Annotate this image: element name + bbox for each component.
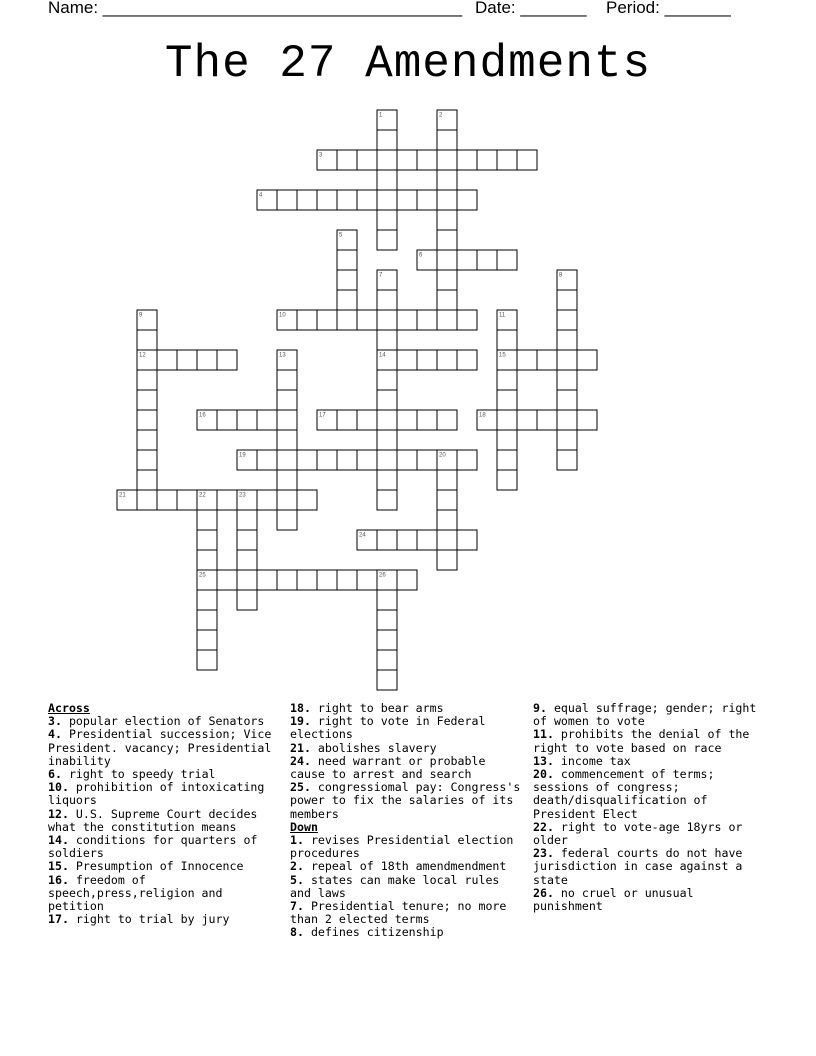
grid-cell[interactable] — [297, 450, 317, 470]
clue-label-number: 3. — [48, 714, 62, 729]
clue-text: commencement of terms; sessions of congress; death/disqualification of President Elect — [533, 767, 715, 821]
clue-label-number: 11. — [533, 727, 554, 742]
grid-cell[interactable] — [337, 150, 357, 170]
grid-cell[interactable] — [537, 410, 557, 430]
clue-item — [290, 715, 524, 741]
grid-cell[interactable] — [377, 370, 397, 390]
grid-cell[interactable] — [257, 490, 277, 510]
grid-cell[interactable] — [417, 150, 437, 170]
clue-text: no cruel or unusual punishment — [533, 885, 694, 914]
clue-item — [290, 755, 524, 781]
clue-number: 1 — [379, 112, 383, 119]
grid-cell[interactable] — [437, 150, 457, 170]
grid-cell[interactable] — [417, 530, 437, 550]
grid-cell[interactable] — [217, 570, 237, 590]
clue-text: federal courts do not have jurisdiction in case against a state — [533, 846, 743, 887]
clue-label-number: 4. — [48, 727, 62, 742]
grid-cell[interactable] — [437, 550, 457, 570]
clue-text: prohibition of intoxicating liquors — [48, 780, 265, 808]
clue-label-number: 5. — [290, 872, 304, 887]
grid-cell[interactable] — [377, 650, 397, 670]
grid-cell[interactable] — [397, 530, 417, 550]
grid-cell[interactable] — [397, 410, 417, 430]
grid-cell[interactable] — [237, 590, 257, 610]
clue-label-number: 26. — [533, 885, 554, 900]
grid-cell[interactable] — [397, 190, 417, 210]
clue-label-number: 10. — [48, 780, 69, 795]
grid-cell[interactable] — [437, 170, 457, 190]
grid-cell[interactable] — [197, 510, 217, 530]
grid-cell[interactable] — [557, 430, 577, 450]
grid-cell[interactable] — [237, 410, 257, 430]
grid-cell[interactable] — [217, 490, 237, 510]
grid-cell[interactable] — [277, 190, 297, 210]
clue-number: 22 — [199, 492, 206, 499]
grid-cell[interactable] — [577, 350, 597, 370]
clue-text: conditions for quarters of soldiers — [48, 833, 258, 861]
grid-cell[interactable] — [377, 590, 397, 610]
grid-cell[interactable] — [377, 610, 397, 630]
clue-text: prohibits the denial of the right to vote based on race — [533, 727, 750, 755]
clue-label-number: 22. — [533, 819, 554, 834]
clue-text: Presidential succession; Vice President. vacancy; Presidential inability — [48, 727, 272, 768]
clue-label-number: 24. — [290, 753, 311, 768]
name-field-label: Name: ______________________________________ — [48, 0, 463, 17]
grid-cell[interactable] — [357, 310, 377, 330]
grid-cell[interactable] — [357, 150, 377, 170]
grid-cell[interactable] — [397, 450, 417, 470]
grid-cell[interactable] — [397, 310, 417, 330]
grid-cell[interactable] — [497, 430, 517, 450]
grid-cell[interactable] — [557, 390, 577, 410]
grid-cell[interactable] — [377, 210, 397, 230]
grid-cell[interactable] — [437, 250, 457, 270]
grid-cell[interactable] — [197, 610, 217, 630]
grid-cell[interactable] — [477, 250, 497, 270]
clue-label-number: 13. — [533, 753, 554, 768]
grid-cell[interactable] — [317, 450, 337, 470]
grid-cell[interactable] — [497, 470, 517, 490]
clue-text: Presidential tenure; no more than 2 elected terms — [290, 899, 507, 927]
clue-label-number: 25. — [290, 780, 311, 795]
grid-cell[interactable] — [337, 250, 357, 270]
clue-label-number: 21. — [290, 740, 311, 755]
clue-text: congressiomal pay: Congress's power to fix the salaries of its members — [290, 780, 521, 821]
grid-cell[interactable] — [397, 150, 417, 170]
grid-cell[interactable] — [217, 410, 237, 430]
clues-column-1 — [48, 702, 280, 926]
grid-cell[interactable] — [437, 270, 457, 290]
clue-text: U.S. Supreme Court decides what the constitution means — [48, 806, 258, 834]
grid-cell[interactable] — [197, 590, 217, 610]
grid-cell[interactable] — [377, 230, 397, 250]
grid-cell[interactable] — [137, 330, 157, 350]
grid-cell[interactable] — [497, 390, 517, 410]
grid-cell[interactable] — [577, 410, 597, 430]
grid-cell[interactable] — [317, 570, 337, 590]
grid-cell[interactable] — [497, 410, 517, 430]
grid-cell[interactable] — [457, 250, 477, 270]
grid-cell[interactable] — [337, 570, 357, 590]
grid-cell[interactable] — [137, 470, 157, 490]
grid-cell[interactable] — [397, 350, 417, 370]
clue-label-number: 17. — [48, 912, 69, 927]
clue-label-number: 9. — [533, 701, 547, 715]
grid-cell[interactable] — [437, 350, 457, 370]
clue-number: 7 — [379, 272, 383, 279]
grid-cell[interactable] — [237, 550, 257, 570]
clue-label-number: 2. — [290, 859, 304, 874]
clue-label-number: 16. — [48, 872, 69, 887]
grid-cell[interactable] — [437, 190, 457, 210]
grid-cell[interactable] — [337, 450, 357, 470]
clue-number: 18 — [479, 412, 486, 419]
grid-cell[interactable] — [477, 150, 497, 170]
clue-item — [290, 926, 524, 939]
clue-number: 9 — [139, 312, 143, 319]
grid-cell[interactable] — [357, 450, 377, 470]
grid-cell[interactable] — [237, 570, 257, 590]
grid-cell[interactable] — [257, 410, 277, 430]
grid-cell[interactable] — [437, 130, 457, 150]
clue-label-number: 12. — [48, 806, 69, 821]
grid-cell[interactable] — [337, 310, 357, 330]
clue-number: 24 — [359, 532, 366, 539]
grid-cell[interactable] — [377, 190, 397, 210]
grid-cell[interactable] — [517, 410, 537, 430]
clue-number: 12 — [139, 352, 146, 359]
grid-cell[interactable] — [377, 450, 397, 470]
clue-item — [48, 874, 280, 914]
clue-label-number: 19. — [290, 714, 311, 729]
grid-cell[interactable] — [277, 570, 297, 590]
grid-cell[interactable] — [257, 570, 277, 590]
grid-cell[interactable] — [517, 350, 537, 370]
grid-cell[interactable] — [357, 570, 377, 590]
clue-item — [533, 702, 763, 728]
grid-cell[interactable] — [197, 650, 217, 670]
grid-cell[interactable] — [557, 330, 577, 350]
grid-cell[interactable] — [437, 530, 457, 550]
clue-text: income tax — [553, 753, 631, 768]
clue-number: 6 — [419, 252, 423, 259]
grid-cell[interactable] — [217, 350, 237, 370]
clue-number: 14 — [379, 352, 386, 359]
clue-item — [533, 768, 763, 821]
clue-item — [533, 728, 763, 754]
grid-cell[interactable] — [257, 450, 277, 470]
clue-label-number: 7. — [290, 899, 304, 914]
grid-cell[interactable] — [237, 510, 257, 530]
grid-cell[interactable] — [177, 350, 197, 370]
date-field-label: Date: _______ — [475, 0, 587, 17]
grid-cell[interactable] — [397, 570, 417, 590]
grid-cell[interactable] — [497, 450, 517, 470]
grid-cell[interactable] — [277, 410, 297, 430]
clue-text: right to speedy trial — [61, 767, 216, 782]
grid-cell[interactable] — [377, 170, 397, 190]
clue-text: defines citizenship — [303, 925, 444, 940]
grid-cell[interactable] — [557, 350, 577, 370]
clue-item — [48, 728, 280, 768]
clue-label-number: 20. — [533, 767, 554, 782]
grid-cell[interactable] — [437, 290, 457, 310]
clue-item — [48, 781, 280, 807]
grid-cell[interactable] — [277, 370, 297, 390]
grid-cell[interactable] — [277, 430, 297, 450]
grid-cell[interactable] — [497, 370, 517, 390]
clue-label-number: 15. — [48, 859, 69, 874]
clue-label-number: 18. — [290, 701, 311, 715]
grid-cell[interactable] — [437, 410, 457, 430]
grid-cell[interactable] — [297, 570, 317, 590]
grid-cell[interactable] — [377, 490, 397, 510]
clue-text: equal suffrage; gender; right of women to vote — [533, 701, 757, 729]
clue-number: 5 — [339, 232, 343, 239]
clue-item — [290, 781, 524, 821]
clue-number: 20 — [439, 452, 446, 459]
grid-cell[interactable] — [197, 350, 217, 370]
clue-item — [533, 887, 763, 913]
grid-cell[interactable] — [457, 350, 477, 370]
clue-text: popular election of Senators — [61, 714, 265, 729]
clue-number: 10 — [279, 312, 286, 319]
grid-cell[interactable] — [497, 150, 517, 170]
grid-cell[interactable] — [557, 370, 577, 390]
clue-item — [48, 834, 280, 860]
grid-cell[interactable] — [377, 150, 397, 170]
grid-cell[interactable] — [417, 350, 437, 370]
grid-cell[interactable] — [337, 270, 357, 290]
grid-cell[interactable] — [377, 390, 397, 410]
grid-cell[interactable] — [317, 310, 337, 330]
grid-cell[interactable] — [197, 530, 217, 550]
clue-number: 21 — [119, 492, 126, 499]
grid-cell[interactable] — [377, 470, 397, 490]
across-heading: Across — [48, 701, 90, 715]
clue-label-number: 8. — [290, 925, 304, 940]
grid-cell[interactable] — [557, 450, 577, 470]
grid-cell[interactable] — [557, 410, 577, 430]
grid-cell[interactable] — [137, 370, 157, 390]
grid-cell[interactable] — [557, 290, 577, 310]
clue-number: 2 — [439, 112, 443, 119]
grid-cell[interactable] — [377, 410, 397, 430]
clue-number: 4 — [259, 192, 263, 199]
grid-cell[interactable] — [197, 630, 217, 650]
clue-number: 23 — [239, 492, 246, 499]
clue-item — [290, 900, 524, 926]
clue-text: right to vote in Federal elections — [290, 714, 486, 742]
grid-cell[interactable] — [437, 470, 457, 490]
clue-item — [290, 874, 524, 900]
grid-cell[interactable] — [297, 490, 317, 510]
grid-cell[interactable] — [277, 490, 297, 510]
grid-cell[interactable] — [417, 410, 437, 430]
clue-text: revises Presidential election procedures — [290, 833, 514, 861]
grid-cell[interactable] — [437, 230, 457, 250]
grid-cell[interactable] — [517, 150, 537, 170]
clue-text: freedom of speech,press,religion and petition — [48, 872, 223, 914]
grid-cell[interactable] — [377, 630, 397, 650]
grid-cell[interactable] — [377, 290, 397, 310]
clue-text: right to trial by jury — [68, 912, 230, 927]
grid-cell[interactable] — [417, 450, 437, 470]
clue-text: need warrant or probable cause to arrest and search — [290, 753, 486, 782]
grid-cell[interactable] — [357, 410, 377, 430]
grid-cell[interactable] — [497, 330, 517, 350]
clue-text: right to vote-age 18yrs or older — [533, 819, 743, 848]
grid-cell[interactable] — [457, 190, 477, 210]
grid-cell[interactable] — [357, 190, 377, 210]
clue-number: 19 — [239, 452, 246, 459]
clue-item — [48, 913, 280, 926]
grid-cell[interactable] — [457, 150, 477, 170]
grid-cell[interactable] — [557, 310, 577, 330]
clue-number: 16 — [199, 412, 206, 419]
clue-number: 3 — [319, 152, 323, 159]
clue-number: 25 — [199, 572, 206, 579]
grid-cell[interactable] — [377, 530, 397, 550]
grid-cell[interactable] — [377, 130, 397, 150]
grid-cell[interactable] — [297, 190, 317, 210]
clue-item — [48, 808, 280, 834]
grid-cell[interactable] — [377, 330, 397, 350]
grid-cell[interactable] — [377, 670, 397, 690]
clue-item — [533, 821, 763, 847]
clue-text: repeal of 18th amendmendment — [303, 859, 507, 874]
grid-cell[interactable] — [457, 450, 477, 470]
grid-cell[interactable] — [177, 490, 197, 510]
grid-cell[interactable] — [337, 410, 357, 430]
clue-label-number: 6. — [48, 767, 62, 782]
grid-cell[interactable] — [437, 490, 457, 510]
grid-cell[interactable] — [377, 310, 397, 330]
grid-cell[interactable] — [137, 410, 157, 430]
page-title: The 27 Amendments — [164, 38, 652, 90]
grid-cell[interactable] — [137, 390, 157, 410]
clues-column-2 — [290, 702, 524, 940]
clue-label-number: 1. — [290, 833, 304, 848]
down-heading: Down — [290, 819, 318, 834]
grid-cell[interactable] — [337, 290, 357, 310]
grid-cell[interactable] — [137, 430, 157, 450]
grid-cell[interactable] — [457, 530, 477, 550]
grid-cell[interactable] — [317, 190, 337, 210]
clue-text: states can make local rules and laws — [290, 872, 500, 900]
grid-cell[interactable] — [277, 510, 297, 530]
grid-cell[interactable] — [197, 550, 217, 570]
grid-cell[interactable] — [377, 430, 397, 450]
grid-cell[interactable] — [417, 190, 437, 210]
grid-cell[interactable] — [497, 250, 517, 270]
grid-cell[interactable] — [537, 350, 557, 370]
clue-item — [290, 834, 524, 860]
grid-cell[interactable] — [297, 310, 317, 330]
grid-cell[interactable] — [237, 530, 257, 550]
grid-cell[interactable] — [437, 310, 457, 330]
grid-cell[interactable] — [137, 490, 157, 510]
clue-item — [533, 847, 763, 887]
clue-number: 26 — [379, 572, 386, 579]
clue-number: 13 — [279, 352, 286, 359]
clue-text: abolishes slavery — [310, 740, 437, 755]
grid-cell[interactable] — [157, 350, 177, 370]
grid-cell[interactable] — [277, 450, 297, 470]
clue-text: right to bear arms — [310, 701, 444, 715]
period-field-label: Period: _______ — [606, 0, 731, 17]
clues-column-3 — [533, 702, 763, 913]
grid-cell[interactable] — [277, 470, 297, 490]
grid-cell[interactable] — [277, 390, 297, 410]
clue-number: 11 — [499, 312, 506, 319]
clue-number: 8 — [559, 272, 563, 279]
grid-cell[interactable] — [437, 510, 457, 530]
grid-cell[interactable] — [337, 190, 357, 210]
grid-cell[interactable] — [437, 210, 457, 230]
grid-cell[interactable] — [137, 450, 157, 470]
grid-cell[interactable] — [157, 490, 177, 510]
clue-label-number: 14. — [48, 833, 69, 848]
clue-text: Presumption of Innocence — [68, 859, 244, 874]
grid-cell[interactable] — [417, 310, 437, 330]
clue-number: 15 — [499, 352, 506, 359]
grid-cell[interactable] — [457, 310, 477, 330]
clue-label-number: 23. — [533, 846, 554, 861]
clue-number: 17 — [319, 412, 326, 419]
